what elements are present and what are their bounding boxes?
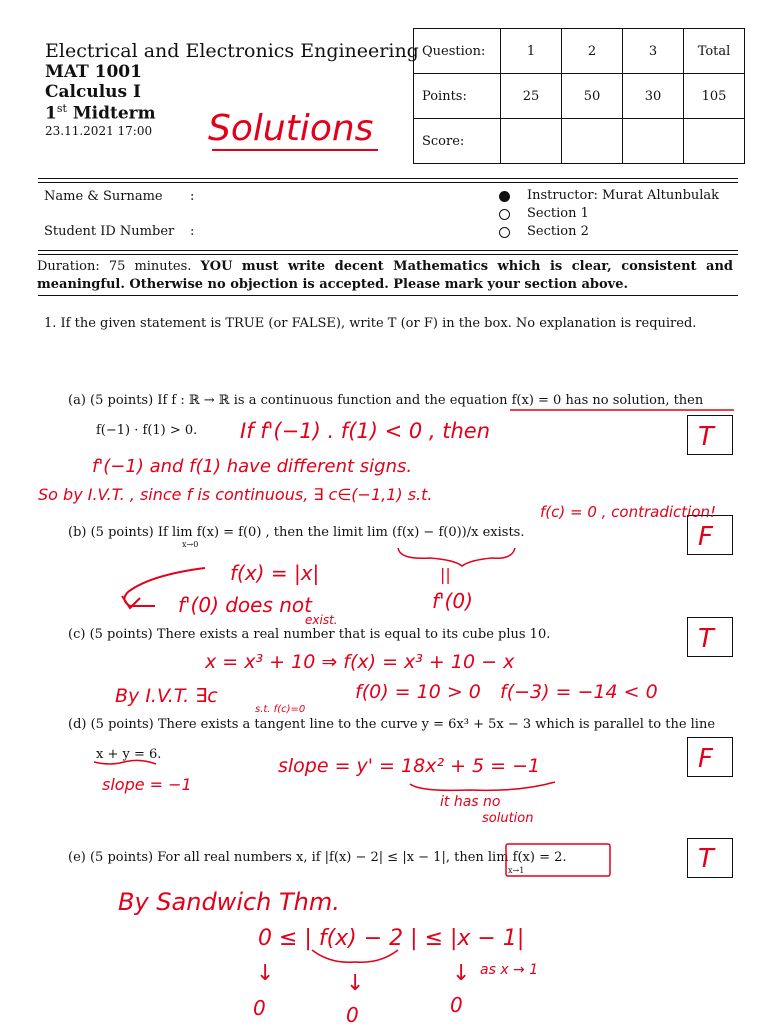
note-d4: solution <box>482 811 534 826</box>
question-label: Question: <box>414 29 501 74</box>
question-cell: Total <box>684 29 745 74</box>
points-cell: 30 <box>623 74 684 119</box>
part-points: (5 points) <box>90 393 154 408</box>
brace-d <box>410 782 555 790</box>
exam-ordinal-sup: st <box>56 102 67 115</box>
part-points: (5 points) <box>90 717 154 732</box>
note-c4: f(−3) = −14 < 0 <box>500 681 658 703</box>
note-d3: it has no <box>440 794 501 810</box>
note-a1: If f'(−1) . f(1) < 0 , then <box>240 419 491 443</box>
part-text: There exists a tangent line to the curve y = 6x³ + 5x − 3 which is parallel to the line <box>157 717 716 732</box>
note-c1: x = x³ + 10 ⇒ f(x) = x³ + 10 − x <box>205 651 515 673</box>
score-label: Score: <box>414 119 501 164</box>
question-intro: 1. If the given statement is TRUE (or FALSE), write T (or F) in the box. No explanation is required. <box>44 316 697 331</box>
arrow-e1: ↓ <box>256 961 275 986</box>
note-c2: By I.V.T. ∃c <box>115 685 218 707</box>
zero-e2: 0 <box>346 1003 359 1024</box>
question-cell: 2 <box>562 29 623 74</box>
note-d2: slope = −1 <box>102 775 192 794</box>
part-points: (5 points) <box>89 627 153 642</box>
part-points: (5 points) <box>89 850 154 865</box>
section-1-label: Section 1 <box>527 206 589 221</box>
note-c3: f(0) = 10 > 0 <box>355 681 481 703</box>
part-label: (c) <box>68 627 86 642</box>
note-e2: 0 ≤ | f(x) − 2 | ≤ |x − 1| <box>258 926 525 951</box>
brace-b <box>398 548 515 566</box>
note-c2b: s.t. f(c)=0 <box>255 704 306 715</box>
part-label: (e) <box>68 850 86 865</box>
answer-e: T <box>698 844 714 874</box>
part-a-line2: f(−1) · f(1) > 0. <box>96 423 198 438</box>
note-a2: f'(−1) and f(1) have different signs. <box>92 456 413 477</box>
note-b3: || <box>440 565 451 584</box>
note-e3: as x → 1 <box>480 962 539 978</box>
question-cell: 1 <box>501 29 562 74</box>
part-points: (5 points) <box>90 525 154 540</box>
zero-e1: 0 <box>253 996 266 1020</box>
exam-name: Midterm <box>72 103 156 124</box>
instructions-bold: YOU must write decent Mathematics which is clear, consistent and meaningful. Otherwise no objection is accepted. Please mark your section above. <box>37 259 733 292</box>
id-colon: : <box>190 224 195 239</box>
name-label: Name & Surname <box>44 189 163 204</box>
handwritten-title: Solutions <box>208 108 374 149</box>
brace-e <box>312 950 398 962</box>
points-cell: 25 <box>501 74 562 119</box>
student-id-label: Student ID Number <box>44 224 175 239</box>
part-text: For all real numbers x, if |f(x) − 2| ≤ |x − 1|, then lim f(x) = 2. <box>157 850 567 865</box>
question-cell: 3 <box>623 29 684 74</box>
part-text: If f : ℝ → ℝ is a continuous function and the equation f(x) = 0 has no solution, then <box>157 393 704 408</box>
exam-ordinal: 1 <box>45 103 57 124</box>
duration-text: Duration: 75 minutes. <box>37 259 192 274</box>
note-b4: f'(0) <box>432 589 473 613</box>
zero-e3: 0 <box>450 993 463 1017</box>
note-b2b: exist. <box>305 613 338 627</box>
arrow-e3: ↓ <box>452 961 471 986</box>
note-b1: f(x) = |x| <box>230 561 320 585</box>
points-cell: 105 <box>684 74 745 119</box>
points-cell: 50 <box>562 74 623 119</box>
limit-subscript: x→0 <box>182 540 199 549</box>
answer-b: F <box>698 522 713 552</box>
arrow-e2: ↓ <box>346 971 365 996</box>
answer-a: T <box>698 422 714 452</box>
department-name: Electrical and Electronics Engineering <box>45 40 419 62</box>
answer-c: T <box>698 624 714 654</box>
instructor-label: Instructor: Murat Altunbulak <box>527 188 720 203</box>
part-label: (d) <box>68 717 87 732</box>
part-label: (b) <box>68 525 87 540</box>
exam-datetime: 23.11.2021 17:00 <box>45 124 153 138</box>
course-name: Calculus I <box>45 82 141 102</box>
note-a3: So by I.V.T. , since f is continuous, ∃ c∈(−1,1) s.t. <box>38 485 433 504</box>
name-colon: : <box>190 189 195 204</box>
part-text: There exists a real number that is equal to its cube plus 10. <box>156 627 551 642</box>
note-b2: f'(0) does not <box>178 593 312 617</box>
part-text: If lim f(x) = f(0) , then the limit lim (f(x) − f(0))/x exists. <box>157 525 525 540</box>
note-d1: slope = y' = 18x² + 5 = −1 <box>278 755 541 777</box>
points-label: Points: <box>414 74 501 119</box>
part-label: (a) <box>68 393 86 408</box>
note-e1: By Sandwich Thm. <box>118 888 340 916</box>
circle-e <box>506 844 610 876</box>
part-d-line2: x + y = 6. <box>96 747 162 762</box>
section-2-label: Section 2 <box>527 224 589 239</box>
limit-subscript: x→1 <box>508 866 525 875</box>
squiggle-d <box>94 760 156 764</box>
course-code-text: MAT 1001 <box>45 62 142 82</box>
answer-d: F <box>698 744 713 774</box>
note-a4: f(c) = 0 , contradiction! <box>540 503 717 521</box>
